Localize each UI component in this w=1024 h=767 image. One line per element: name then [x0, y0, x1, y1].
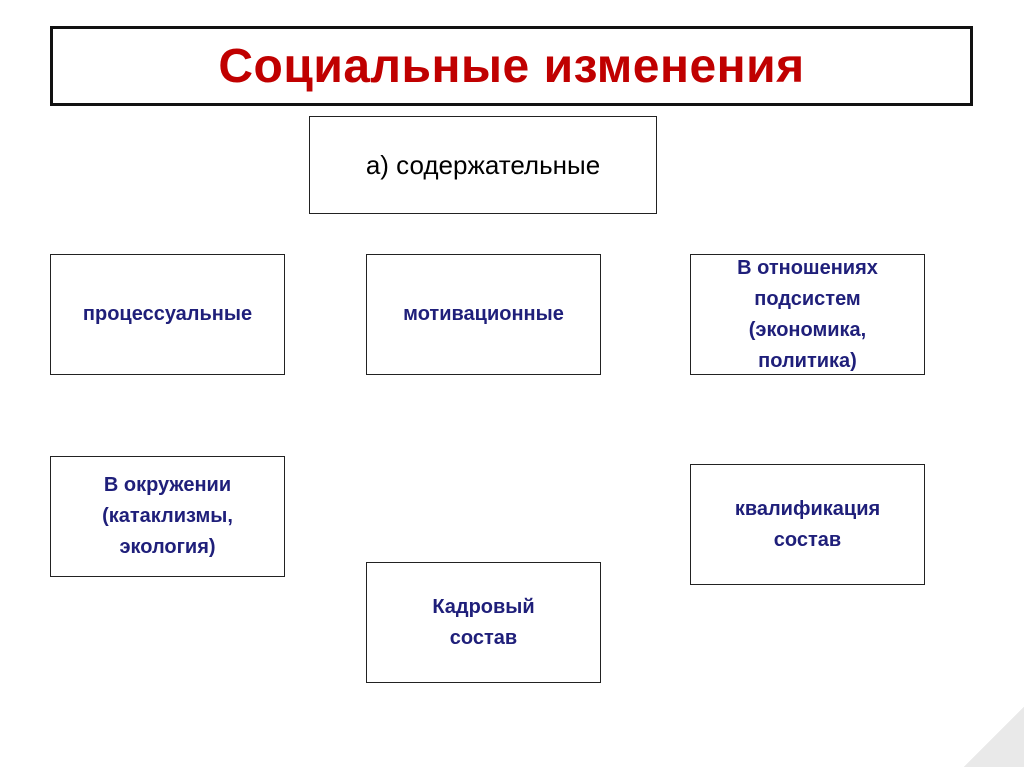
- box-staff: [366, 562, 601, 683]
- box-staff-label: Кадровый состав: [432, 595, 535, 649]
- box-environment: [50, 456, 285, 577]
- subtitle-label: а) содержательные: [365, 149, 601, 180]
- box-motivational: [366, 254, 601, 375]
- box-qualification: [690, 464, 925, 585]
- slide-title: Социальные изменения: [218, 39, 805, 93]
- box-motivational-label: мотивационные: [403, 303, 564, 325]
- box-qualification-label: квалификация состав: [734, 497, 881, 551]
- slide-corner-decoration: [964, 707, 1024, 767]
- title-box: [50, 26, 973, 106]
- box-subsystems: [690, 254, 925, 375]
- box-subsystems-label: В отношениях подсистем (экономика, политика): [737, 256, 878, 372]
- box-environment-label: В окружении (катаклизмы, экология): [102, 474, 233, 558]
- box-processual-label: процессуальные: [82, 303, 253, 325]
- box-processual: [50, 254, 285, 375]
- subtitle-box: [309, 116, 657, 214]
